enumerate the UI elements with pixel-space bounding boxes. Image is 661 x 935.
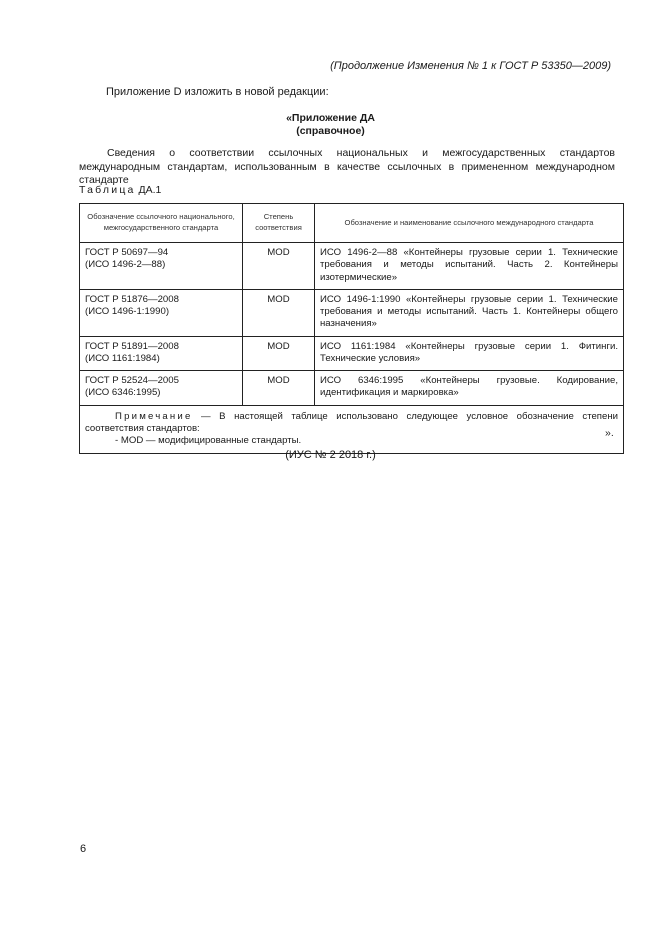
appendix-title: «Приложение ДА <box>286 112 375 124</box>
international-standard-cell: ИСО 1161:1984 «Контейнеры грузовые серии 1. Фитинги. Технические условия» <box>315 336 624 371</box>
degree-cell: MOD <box>243 371 315 406</box>
national-standard-iso: (ИСО 1496-2—88) <box>85 259 166 271</box>
table-caption <box>79 184 161 197</box>
national-standard-code: ГОСТ Р 50697—94 <box>85 247 169 258</box>
table-row <box>80 371 624 406</box>
table-row <box>80 243 624 290</box>
national-standard-cell <box>80 336 243 371</box>
appendix-subtitle: (справочное) <box>296 125 365 138</box>
international-standard-cell: ИСО 1496-1:1990 «Контейнеры грузовые серии 1. Технические требования и методы испытаний. Часть 1. Контейнеры общего назначения» <box>315 289 624 336</box>
national-standard-code: ГОСТ Р 51891—2008 <box>85 340 179 352</box>
international-standard-cell: ИСО 6346:1995 «Контейнеры грузовые. Кодирование, идентификация и маркировка» <box>315 371 624 406</box>
table-note <box>85 411 618 436</box>
intro-text: Приложение D изложить в новой редакции: <box>106 86 329 98</box>
national-standard-code: ГОСТ Р 52524—2005 <box>85 375 179 387</box>
table-caption-number: ДА.1 <box>138 184 162 196</box>
table-note-row <box>80 405 624 454</box>
table-caption-label: Таблица <box>79 184 136 196</box>
column-header-international: Обозначение и наименование ссылочного международного стандарта <box>315 204 624 243</box>
appendix-heading <box>0 112 661 138</box>
national-standard-iso: (ИСО 1161:1984) <box>85 352 160 364</box>
note-item <box>85 435 618 447</box>
description-paragraph: Сведения о соответствии ссылочных национальных и межгосударственных стандартов международным стандартам, использованным в качестве ссылочных в примененном международном стандарте <box>79 147 615 187</box>
national-standard-code: ГОСТ Р 51876—2008 <box>85 293 179 305</box>
degree-cell: MOD <box>243 336 315 371</box>
ius-reference: (ИУС № 2 2018 г.) <box>285 449 376 461</box>
continuation-header: (Продолжение Изменения № 1 к ГОСТ Р 53350—2009) <box>330 60 611 72</box>
degree-cell: MOD <box>243 289 315 336</box>
national-standard-iso: (ИСО 6346:1995) <box>85 387 161 399</box>
table-header-row <box>80 204 624 243</box>
national-standard-cell <box>80 371 243 406</box>
note-item-text: - MOD — модифицированные стандарты. <box>115 435 302 447</box>
note-label: Примечание <box>115 410 193 422</box>
international-standard-cell: ИСО 1496-2—88 «Контейнеры грузовые серии 1. Технические требования и методы испытаний. Часть 2. Контейнеры изотермические» <box>315 243 624 290</box>
national-standard-cell <box>80 289 243 336</box>
degree-cell: MOD <box>243 243 315 290</box>
reference-standards-table <box>79 203 624 454</box>
national-standard-iso: (ИСО 1496-1:1990) <box>85 306 170 318</box>
note-text: — В настоящей таблице использовано следующее условное обозначение степени соответствия стандартов: <box>85 410 618 434</box>
closing-quote: ». <box>605 427 614 439</box>
page-number: 6 <box>80 843 87 855</box>
table-row <box>80 289 624 336</box>
table-row <box>80 336 624 371</box>
column-header-national: Обозначение ссылочного национального, межгосударственного стандарта <box>80 204 243 243</box>
column-header-degree: Степень соответствия <box>243 204 315 243</box>
table-note-cell <box>80 405 624 454</box>
national-standard-cell <box>80 243 243 290</box>
